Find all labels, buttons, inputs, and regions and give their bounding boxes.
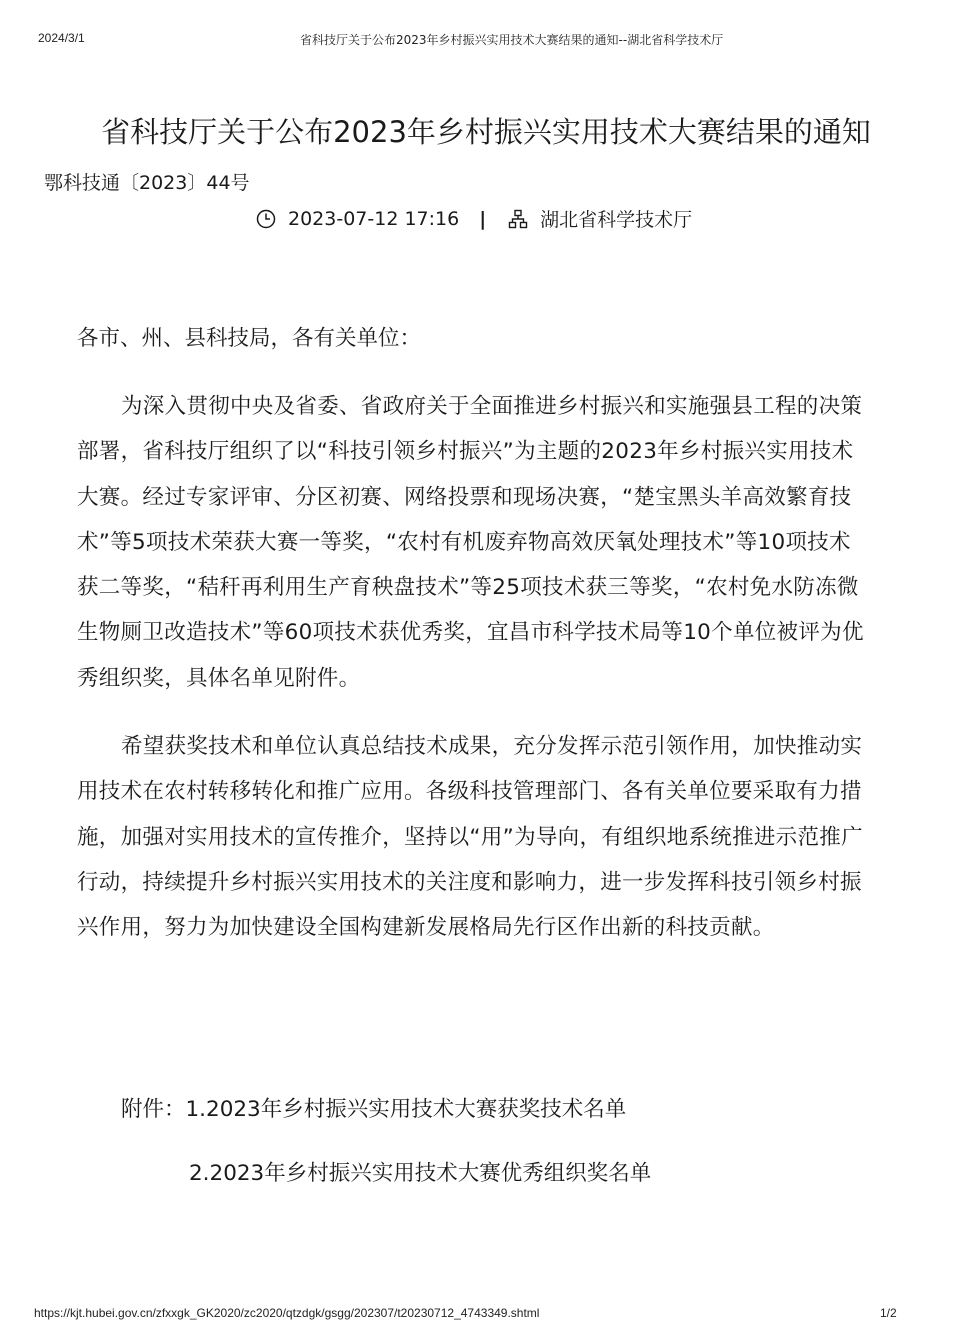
publisher: 湖北省科学技术厅 bbox=[540, 209, 693, 231]
print-footer-url: https://kjt.hubei.gov.cn/zfxxgk_GK2020/zc2020/qtzdgk/gsgg/202307/t20230712_4743349.shtml bbox=[34, 1306, 540, 1320]
print-footer-page: 1/2 bbox=[880, 1306, 897, 1320]
print-header-date: 2024/3/1 bbox=[38, 31, 85, 45]
article-meta bbox=[256, 205, 692, 232]
article-title: 省科技厅关于公布2023年乡村振兴实用技术大赛结果的通知 bbox=[101, 115, 871, 149]
attachment-2: 2.2023年乡村振兴实用技术大赛优秀组织奖名单 bbox=[189, 1161, 652, 1186]
sitemap-icon bbox=[508, 209, 528, 229]
doc-number: 鄂科技通〔2023〕44号 bbox=[44, 172, 250, 194]
publish-time: 2023-07-12 17:16 bbox=[288, 207, 460, 230]
clock-icon bbox=[256, 209, 276, 229]
body-paragraph-1: 为深入贯彻中央及省委、省政府关于全面推进乡村振兴和实施强县工程的决策部署，省科技厅组织了以“科技引领乡村振兴”为主题的2023年乡村振兴实用技术大赛。经过专家评审、分区初赛、网络投票和现场决赛，“楚宝黑头羊高效繁育技术”等5项技术荣获大赛一等奖，“农村有机废弃物高效厌氧处理技术”等10项技术获二等奖，“秸秆再利用生产育秧盘技术”等25项技术获三等奖，“农村免水防冻微生物厕卫改造技术”等60项技术获优秀奖，宜昌市科学技术局等10个单位被评为优秀组织奖，具体名单见附件。 bbox=[77, 394, 864, 691]
meta-separator: | bbox=[479, 207, 487, 230]
attachment-1: 附件：1.2023年乡村振兴实用技术大赛获奖技术名单 bbox=[121, 1097, 627, 1122]
print-header-title: 省科技厅关于公布2023年乡村振兴实用技术大赛结果的通知--湖北省科学技术厅 bbox=[300, 33, 724, 47]
body-paragraph-2: 希望获奖技术和单位认真总结技术成果，充分发挥示范引领作用，加快推动实用技术在农村转移转化和推广应用。各级科技管理部门、各有关单位要采取有力措施，加强对实用技术的宣传推介，坚持以“用”为导向，有组织地系统推进示范推广行动，持续提升乡村振兴实用技术的关注度和影响力，进一步发挥科技引领乡村振兴作用，努力为加快建设全国构建新发展格局先行区作出新的科技贡献。 bbox=[77, 734, 863, 941]
salutation: 各市、州、县科技局，各有关单位： bbox=[77, 326, 422, 351]
